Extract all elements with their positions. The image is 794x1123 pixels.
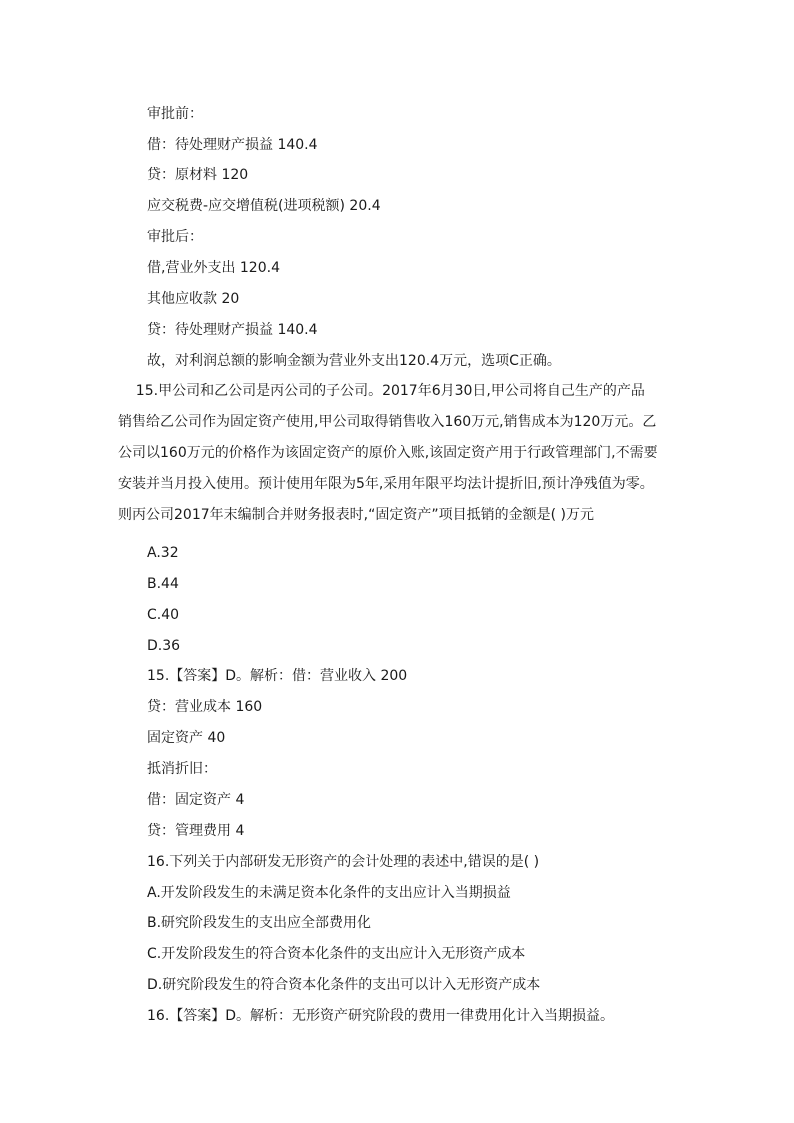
question-15-line: 15.甲公司和乙公司是丙公司的子公司。2017年6月30日,甲公司将自己生产的产品 <box>118 383 645 399</box>
text-line: 审批前： <box>147 106 203 122</box>
text-line: 贷：待处理财产损益 140.4 <box>147 322 318 338</box>
question-16-option-c: C.开发阶段发生的符合资本化条件的支出应计入无形资产成本 <box>147 946 526 962</box>
text-line: 其他应收款 20 <box>147 291 240 307</box>
question-15-line: 则丙公司2017年末编制合并财务报表时,“固定资产”项目抵销的金额是( )万元 <box>118 507 594 523</box>
question-15-option-c: C.40 <box>147 607 180 623</box>
question-15-answer: 15.【答案】D。解析：借：营业收入 200 <box>147 668 408 684</box>
answer-line: 固定资产 40 <box>147 730 226 746</box>
question-16-option-a: A.开发阶段发生的未满足资本化条件的支出应计入当期损益 <box>147 885 511 901</box>
question-16-stem: 16.下列关于内部研发无形资产的会计处理的表述中,错误的是( ) <box>147 854 540 870</box>
answer-line: 抵消折旧： <box>147 761 217 777</box>
question-15-option-b: B.44 <box>147 576 179 592</box>
question-15-option-d: D.36 <box>147 638 181 654</box>
text-line: 贷：原材料 120 <box>147 167 249 183</box>
answer-line: 贷：营业成本 160 <box>147 699 263 715</box>
question-16-answer: 16.【答案】D。解析：无形资产研究阶段的费用一律费用化计入当期损益。 <box>147 1008 615 1024</box>
question-15-line: 安装并当月投入使用。预计使用年限为5年,采用年限平均法计提折旧,预计净残值为零。 <box>118 476 654 492</box>
question-15-line: 公司以160万元的价格作为该固定资产的原价入账,该固定资产用于行政管理部门,不需要 <box>118 445 658 461</box>
text-line: 借,营业外支出 120.4 <box>147 260 280 276</box>
answer-line: 贷：管理费用 4 <box>147 823 245 839</box>
question-15-line: 销售给乙公司作为固定资产使用,甲公司取得销售收入160万元,销售成本为120万元。乙 <box>118 414 657 430</box>
answer-line: 借：固定资产 4 <box>147 792 245 808</box>
text-line: 应交税费-应交增值税(进项税额) 20.4 <box>147 198 381 214</box>
question-16-option-d: D.研究阶段发生的符合资本化条件的支出可以计入无形资产成本 <box>147 977 541 993</box>
text-line: 故，对利润总额的影响金额为营业外支出120.4万元，选项C正确。 <box>147 353 561 369</box>
question-15-stem <box>118 376 678 531</box>
question-15-option-a: A.32 <box>147 545 179 561</box>
question-16-option-b: B.研究阶段发生的支出应全部费用化 <box>147 915 372 931</box>
text-line: 审批后： <box>147 229 203 245</box>
text-line: 借：待处理财产损益 140.4 <box>147 137 318 153</box>
